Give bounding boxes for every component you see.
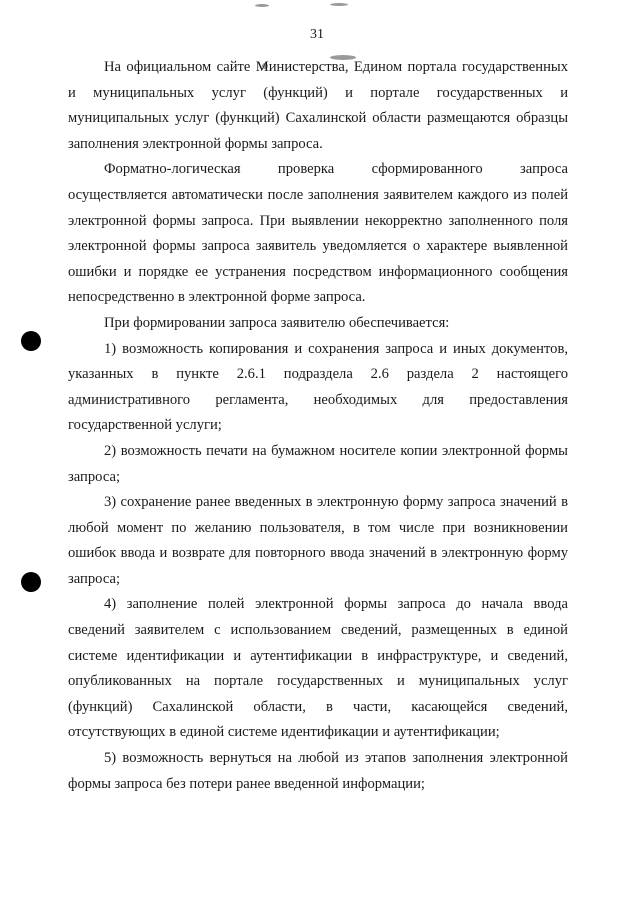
punch-hole-icon: [21, 572, 41, 592]
scan-speck: [330, 3, 348, 6]
scan-speck: [255, 4, 269, 7]
list-item-3: 3) сохранение ранее введенных в электронную форму запроса значений в любой момент по желанию пользователя, в том числе при возникновении ошибок ввода и возврате для повторного ввода значений в электронную форму запроса;: [68, 494, 568, 587]
list-item-1: 1) возможность копирования и сохранения запроса и иных документов, указанных в пункте 2.6.1 подраздела 2.6 раздела 2 настоящего административного регламента, необходимых для предоставления государственной услуги;: [68, 340, 568, 434]
list-item-2: 2) возможность печати на бумажном носителе копии электронной формы запроса;: [68, 442, 568, 485]
list-item-4: 4) заполнение полей электронной формы запроса до начала ввода сведений заявителем с использованием сведений, размещенных в единой системе идентификации и аутентификации в инфраструктуре, и сведений, опубликованных на портале государственных и муниципальных услуг (функций) Сахалинской области, в части, касающейся сведений, отсутствующих в единой системе идентификации и аутентификации;: [68, 596, 568, 741]
page-number: 31: [310, 27, 324, 42]
document-body: [68, 55, 568, 797]
paragraph-portals: На официальном сайте Министерства, Едином портала государственных и муниципальных услуг (функций) и портале государственных и муниципальных услуг (функций) Сахалинской области размещаются образцы заполнения электронной формы запроса.: [68, 59, 568, 152]
punch-hole-icon: [21, 331, 41, 351]
paragraph-format-check: Форматно-логическая проверка сформированного запроса осуществляется автоматически после заполнения заявителем каждого из полей электронной формы запроса. При выявлении некорректно заполненного поля электронной формы запроса заявитель уведомляется о характере выявленной ошибки и порядке ее устранения посредством информационного сообщения непосредственно в электронной форме запроса.: [68, 161, 568, 306]
list-item-5: 5) возможность вернуться на любой из этапов заполнения электронной формы запроса без потери ранее введенной информации;: [68, 750, 568, 792]
paragraph-request-provisions-intro: При формировании запроса заявителю обеспечивается:: [104, 314, 450, 331]
